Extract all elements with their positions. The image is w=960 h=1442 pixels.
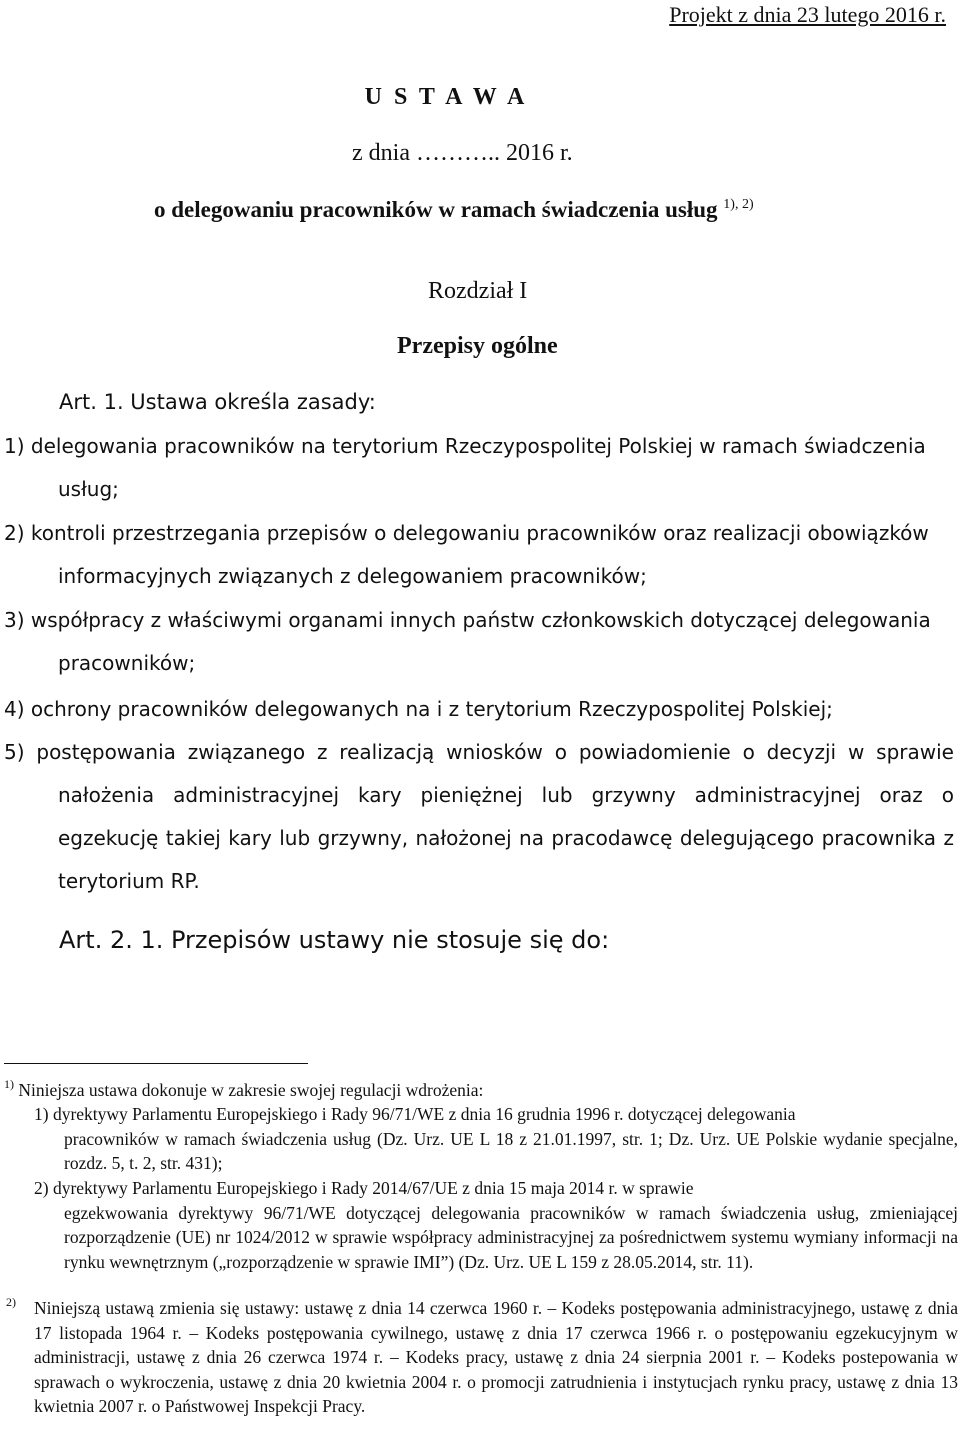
footnote-2-marker: 2) [6,1295,16,1309]
item-text-line: 3) współpracy z właściwymi organami innych państw członkowskich dotyczącej delegowania [4,608,931,632]
item-text-line: 1) delegowania pracowników na terytorium Rzeczypospolitej Polskiej w ramach świadczenia [4,434,926,458]
item-text-line: 4) ochrony pracowników delegowanych na i z terytorium Rzeczypospolitej Polskiej; [4,697,833,721]
footnote-item-first-line: 2) dyrektywy Parlamentu Europejskiego i Rady 2014/67/UE z dnia 15 maja 2014 r. w sprawie [34,1178,694,1198]
item-text-continuation: usług; [58,477,119,501]
item-text-continuation: terytorium RP. [58,869,200,893]
article-1-item-5 [4,731,954,903]
chapter-number: Rozdział I [428,278,528,304]
project-date-line: Projekt z dnia 23 lutego 2016 r. [669,2,946,27]
footnote-1-item-2 [34,1176,958,1274]
article-1-intro: Art. 1. Ustawa określa zasady: [59,390,376,414]
chapter-title: Przepisy ogólne [397,333,558,359]
item-text-line: 5) postępowania związanego z realizacją wniosków o powiadomienie o decyzji w sprawie [4,740,954,764]
footnote-1-item-1 [34,1102,958,1176]
act-subject [154,197,754,223]
article-1-item-3 [4,599,954,685]
footnote-item-continuation: pracowników w ramach świadczenia usług (Dz. Urz. UE L 18 z 21.01.1997, str. 1; Dz. Urz. UE Polskie wydanie specjalne, rozdz. 5, t. 2, str. 431); [64,1128,958,1173]
item-text-continuation: egzekucję takiej kary lub grzywny, nałożonej na pracodawcę delegującego pracownika z [58,826,954,850]
act-subject-footnote-refs: 1), 2) [723,197,754,212]
footnote-item-first-line: 1) dyrektywy Parlamentu Europejskiego i Rady 96/71/WE z dnia 16 grudnia 1996 r. dotyczącej delegowania [34,1104,796,1124]
item-text-continuation: nałożenia administracyjnej kary pieniężnej lub grzywny administracyjnej oraz o [58,783,954,807]
article-2-intro: Art. 2. 1. Przepisów ustawy nie stosuje się do: [59,926,610,954]
footnote-1-intro [4,1072,958,1103]
article-1-item-4 [4,688,954,731]
article-1-item-2 [4,512,954,598]
footnote-1-marker: 1) [4,1077,14,1091]
footnote-1-text: Niniejsza ustawa dokonuje w zakresie swojej regulacji wdrożenia: [18,1080,484,1100]
item-text-line: 2) kontroli przestrzegania przepisów o delegowaniu pracowników oraz realizacji obowiązków [4,521,929,545]
act-subject-text: o delegowaniu pracowników w ramach świadczenia usług [154,197,718,222]
document-type-title: U S T A W A [364,84,528,110]
article-1-item-1 [4,425,954,511]
footnote-2-text: Niniejszą ustawą zmienia się ustawy: ustawę z dnia 14 czerwca 1960 r. – Kodeks postępowania administracyjnego, ustawę z dnia 17 listopada 1964 r. – Kodeks postępowania cywilnego, ustawę z dnia 17 czerwca 1966 r. o postępowaniu egzekucyjnym w administracji, ustawę z dnia 26 czerwca 1974 r. – Kodeks pracy, ustawę z dnia 24 sierpnia 2001 r. – Kodeks postepowania w sprawach o wykroczenia, ustawę z dnia 20 kwietnia 2004 r. o promocji zatrudnienia i instytucjach rynku pracy, ustawę z dnia 13 kwietnia 2007 r. o Państwowej Inspekcji Pracy. [34,1298,958,1416]
item-text-continuation: pracowników; [58,651,196,675]
item-text-continuation: informacyjnych związanych z delegowaniem pracowników; [58,564,647,588]
footnote-item-continuation: egzekwowania dyrektywy 96/71/WE dotyczącej delegowania pracowników w ramach świadczenia usług, zmieniającej rozporządzenie (UE) nr 1024/2012 w sprawie współpracy administracyjnej za pośrednictwem systemu wymiany informacji na rynku wewnętrznym („rozporządzenie w sprawie IMI”) (Dz. Urz. UE L 159 z 28.05.2014, str. 11). [64,1202,958,1272]
act-date-line: z dnia ……….. 2016 r. [352,140,573,166]
footnote-separator [4,1063,308,1064]
